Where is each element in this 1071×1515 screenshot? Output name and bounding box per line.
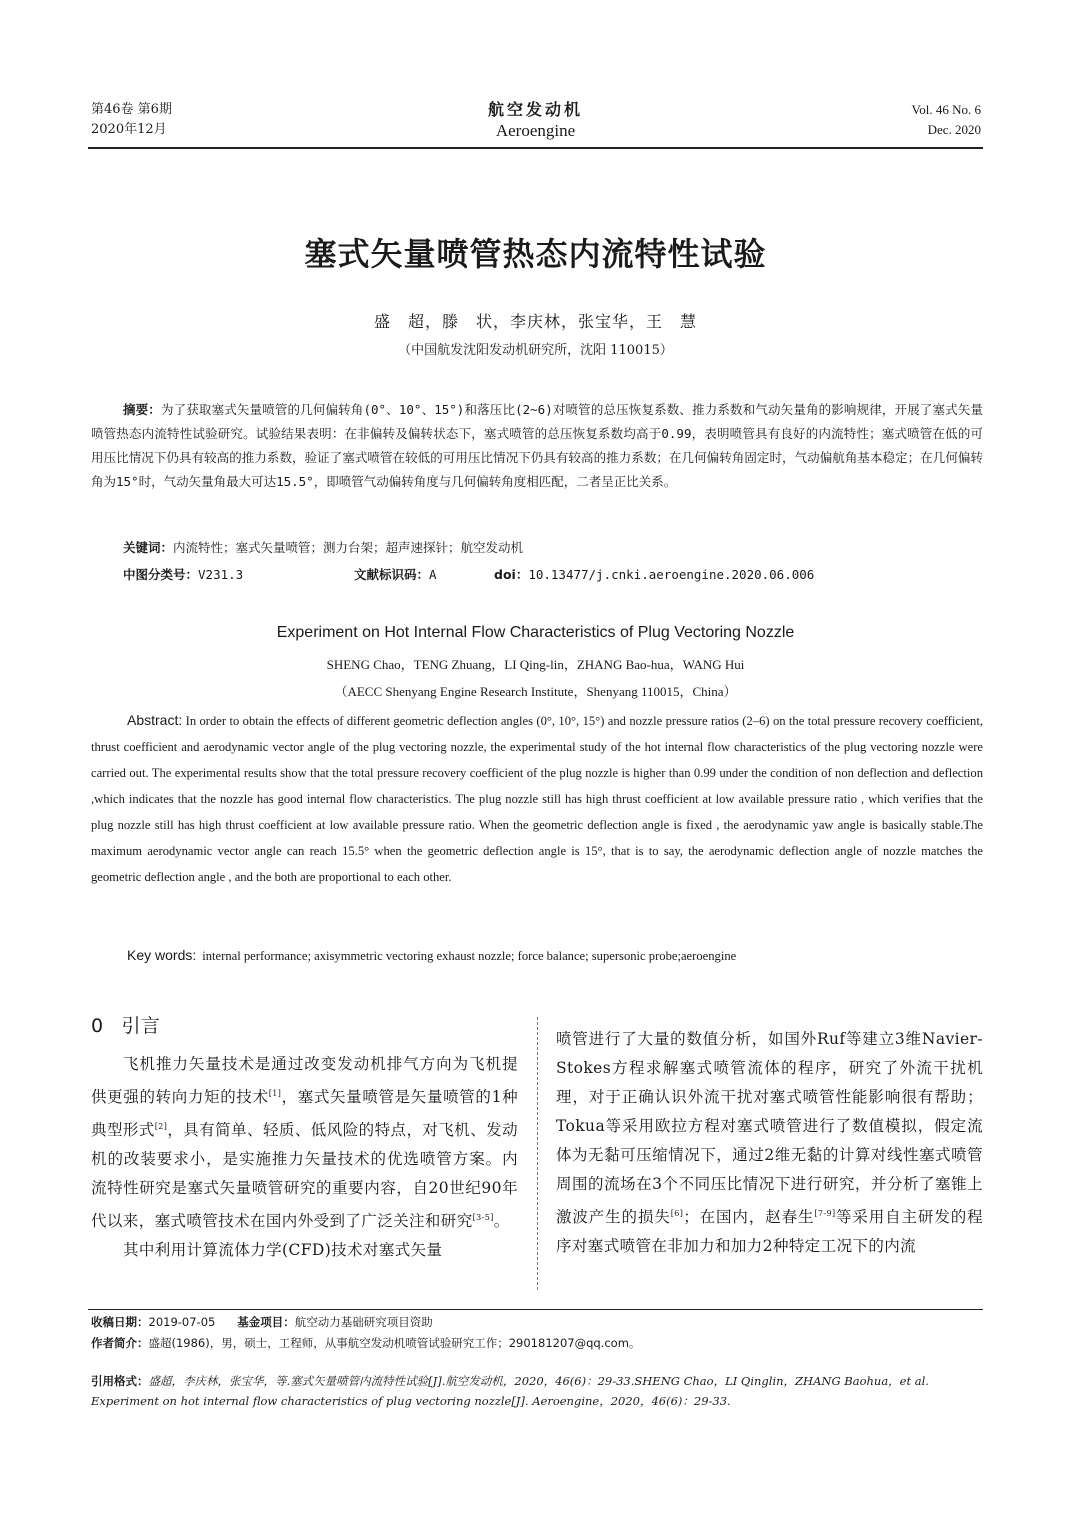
- author-bio-text: 盛超(1986)，男，硕士，工程师，从事航空发动机喷管试验研究工作；290181207@qq.com。: [148, 1336, 641, 1350]
- reference-marker: [3-5]: [472, 1213, 494, 1223]
- doi-label: doi：: [494, 567, 529, 582]
- header-date-cn: 2020年12月: [91, 122, 167, 137]
- abstract-cn-label: 摘要：: [123, 402, 161, 417]
- author-bio-label: 作者简介：: [91, 1336, 149, 1350]
- abstract-en-label: Abstract:: [127, 712, 183, 728]
- abstract-cn-text: 为了获取塞式矢量喷管的几何偏转角(0°、10°、15°)和落压比(2~6)对喷管的总压恢复系数、推力系数和气动矢量角的影响规律，开展了塞式矢量喷管热态内流特性试验研究。试验结果表明：在非偏转及偏转状态下，塞式喷管的总压恢复系数均高于0.99，表明喷管具有良好的内流特性；塞式喷管在低的可用压比情况下仍具有较高的推力系数，验证了塞式喷管在较低的可用压比情况下仍具有较高的推力系数；在几何偏转角固定时，气动偏航角基本稳定；在几何偏转角为15°时，气动矢量角最大可达15.5°，即喷管气动偏转角度与几何偏转角度相匹配，二者呈正比关系。: [91, 402, 983, 489]
- abstract-cn: [91, 398, 983, 494]
- reference-marker: [1]: [268, 1089, 282, 1098]
- reference-marker: [7-9]: [814, 1209, 836, 1218]
- body-text: 。: [493, 1212, 510, 1231]
- author-list-en: SHENG Chao，TENG Zhuang，LI Qing-lin，ZHANG Bao-hua，WANG Hui: [326, 657, 745, 672]
- body-text: ；在国内，赵春生: [683, 1208, 815, 1227]
- body-text: 喷管进行了大量的数值分析，如国外Ruf等建立3维Navier-Stokes方程求解塞式喷管流体的程序，研究了外流干扰机理，对于正确认识外流干扰对塞式喷管性能影响很有帮助；Tokua等采用欧拉方程对塞式喷管进行了数值模拟，假定流体为无黏可压缩情况下，通过2维无黏的计算对线性塞式喷管周围的流场在3个不同压比情况下进行研究，并分析了塞锥上激波产生的损失: [556, 1030, 983, 1227]
- keywords-cn-text: 内流特性；塞式矢量喷管；测力台架；超声速探针；航空发动机: [173, 540, 524, 555]
- received-date: 2019-07-05: [148, 1315, 216, 1329]
- section-number: 0: [91, 1015, 104, 1037]
- header-volume-issue: 第46卷 第6期: [91, 102, 172, 117]
- body-text: ，具有简单、轻质、低风险的特点，对飞机、发动机的改装要求小，是实施推力矢量技术的优选喷管方案。内流特性研究是塞式矢量喷管研究的重要内容，自20世纪90年代以来，塞式喷管技术在国内外受到了广泛关注和研究: [91, 1121, 518, 1231]
- reference-marker: [6]: [670, 1209, 684, 1218]
- fund-label: 基金项目：: [237, 1315, 295, 1329]
- body-text: 其中利用计算流体力学(CFD)技术对塞式矢量: [123, 1241, 443, 1260]
- column-divider: [537, 1017, 538, 1290]
- journal-name-en: Aeroengine: [495, 121, 576, 140]
- abstract-en: [91, 707, 983, 890]
- header-volume-issue-en: Vol. 46 No. 6: [911, 102, 981, 117]
- clc-number: [123, 563, 243, 587]
- doi-value: 10.13477/j.cnki.aeroengine.2020.06.006: [528, 567, 815, 582]
- clc-value: V231.3: [198, 567, 244, 582]
- reference-marker: [2]: [154, 1122, 168, 1132]
- body-text: ，塞式矢量喷管是矢量喷管的1种典型形式: [91, 1088, 518, 1140]
- doc-code-value: A: [429, 567, 437, 582]
- affiliation: （中国航发沈阳发动机研究所，沈阳 110015）: [398, 343, 673, 358]
- footnote-received-fund: [91, 1312, 983, 1332]
- body-column-right: [556, 1025, 983, 1261]
- clc-label: 中图分类号：: [123, 567, 199, 582]
- body-text: 飞机推力矢量技术是通过改变发动机排气方向为飞机提供更强的转向力矩的技术: [91, 1055, 518, 1107]
- body-text: 等采用自主研发的程序对塞式喷管在非加力和加力2种特定工况下的内流: [556, 1208, 983, 1256]
- body-paragraph: [556, 1025, 983, 1261]
- fund-text: 航空动力基础研究项目资助: [294, 1315, 433, 1329]
- keywords-en-label: Key words:: [127, 947, 197, 963]
- body-paragraph: [91, 1050, 518, 1236]
- author-list: 盛 超，滕 状，李庆林，张宝华，王 慧: [373, 312, 697, 331]
- header-volume-info-en: [912, 100, 981, 140]
- keywords-en: [127, 944, 736, 967]
- section-title: 引言: [121, 1015, 161, 1037]
- header-rule: [88, 147, 983, 149]
- footnote-rule: [88, 1309, 983, 1310]
- received-label: 收稿日期：: [91, 1315, 149, 1329]
- keywords-cn: [123, 536, 523, 560]
- citation-text: 盛超，李庆林，张宝华，等.塞式矢量喷管内流特性试验[J].航空发动机，2020，46(6)：29-33.SHENG Chao，LI Qinglin，ZHANG Baohua，et al. Experiment on hot internal flow characteristics of plug vectoring nozzle[J]. Aeroengine，2020，46(6)：29-33.: [91, 1374, 929, 1408]
- citation-format: [91, 1371, 986, 1411]
- section-heading: [91, 1012, 518, 1040]
- header-date-en: Dec. 2020: [927, 122, 981, 137]
- document-code: [354, 563, 437, 587]
- footnote-author-bio: [91, 1333, 983, 1353]
- body-paragraph: [91, 1236, 518, 1265]
- doi: [494, 563, 814, 587]
- header-journal: [0, 99, 1071, 141]
- citation-label: 引用格式：: [91, 1374, 149, 1388]
- keywords-cn-label: 关键词：: [123, 540, 174, 555]
- body-column-left: [91, 1015, 518, 1265]
- paper-title: 塞式矢量喷管热态内流特性试验: [304, 235, 767, 273]
- doc-code-label: 文献标识码：: [354, 567, 430, 582]
- keywords-en-text: internal performance; axisymmetric vectoring exhaust nozzle; force balance; supersonic probe;aeroengine: [202, 949, 737, 963]
- abstract-en-text: In order to obtain the effects of different geometric deflection angles (0°, 10°, 15°) and nozzle pressure ratios (2–6) on the total pressure recovery coefficient, thrust coefficient and aerodynamic vector angle of the plug vectoring nozzle, the experimental study of the hot internal flow characteristics of the plug vectoring nozzle were carried out. The experimental results show that the total pressure recovery coefficient of the plug nozzle is higher than 0.99 under the condition of non deflection and deflection ,which indicates that the nozzle has good internal flow characteristics. The plug nozzle still has high thrust coefficient at low available pressure ratio , which verifies that the plug nozzle still has high thrust coefficient at low available pressure ratio. When the geometric deflection angle is fixed , the aerodynamic yaw angle is basically stable.The maximum aerodynamic vector angle can reach 15.5° when the geometric deflection angle is 15°, that is to say, the aerodynamic deflection angle of nozzle matches the geometric deflection angle , and the both are proportional to each other.: [91, 714, 983, 884]
- journal-name-cn: 航空发动机: [487, 100, 583, 119]
- paper-title-en: Experiment on Hot Internal Flow Characteristics of Plug Vectoring Nozzle: [276, 624, 795, 641]
- affiliation-en: （AECC Shenyang Engine Research Institute，Shenyang 110015，China）: [334, 684, 737, 699]
